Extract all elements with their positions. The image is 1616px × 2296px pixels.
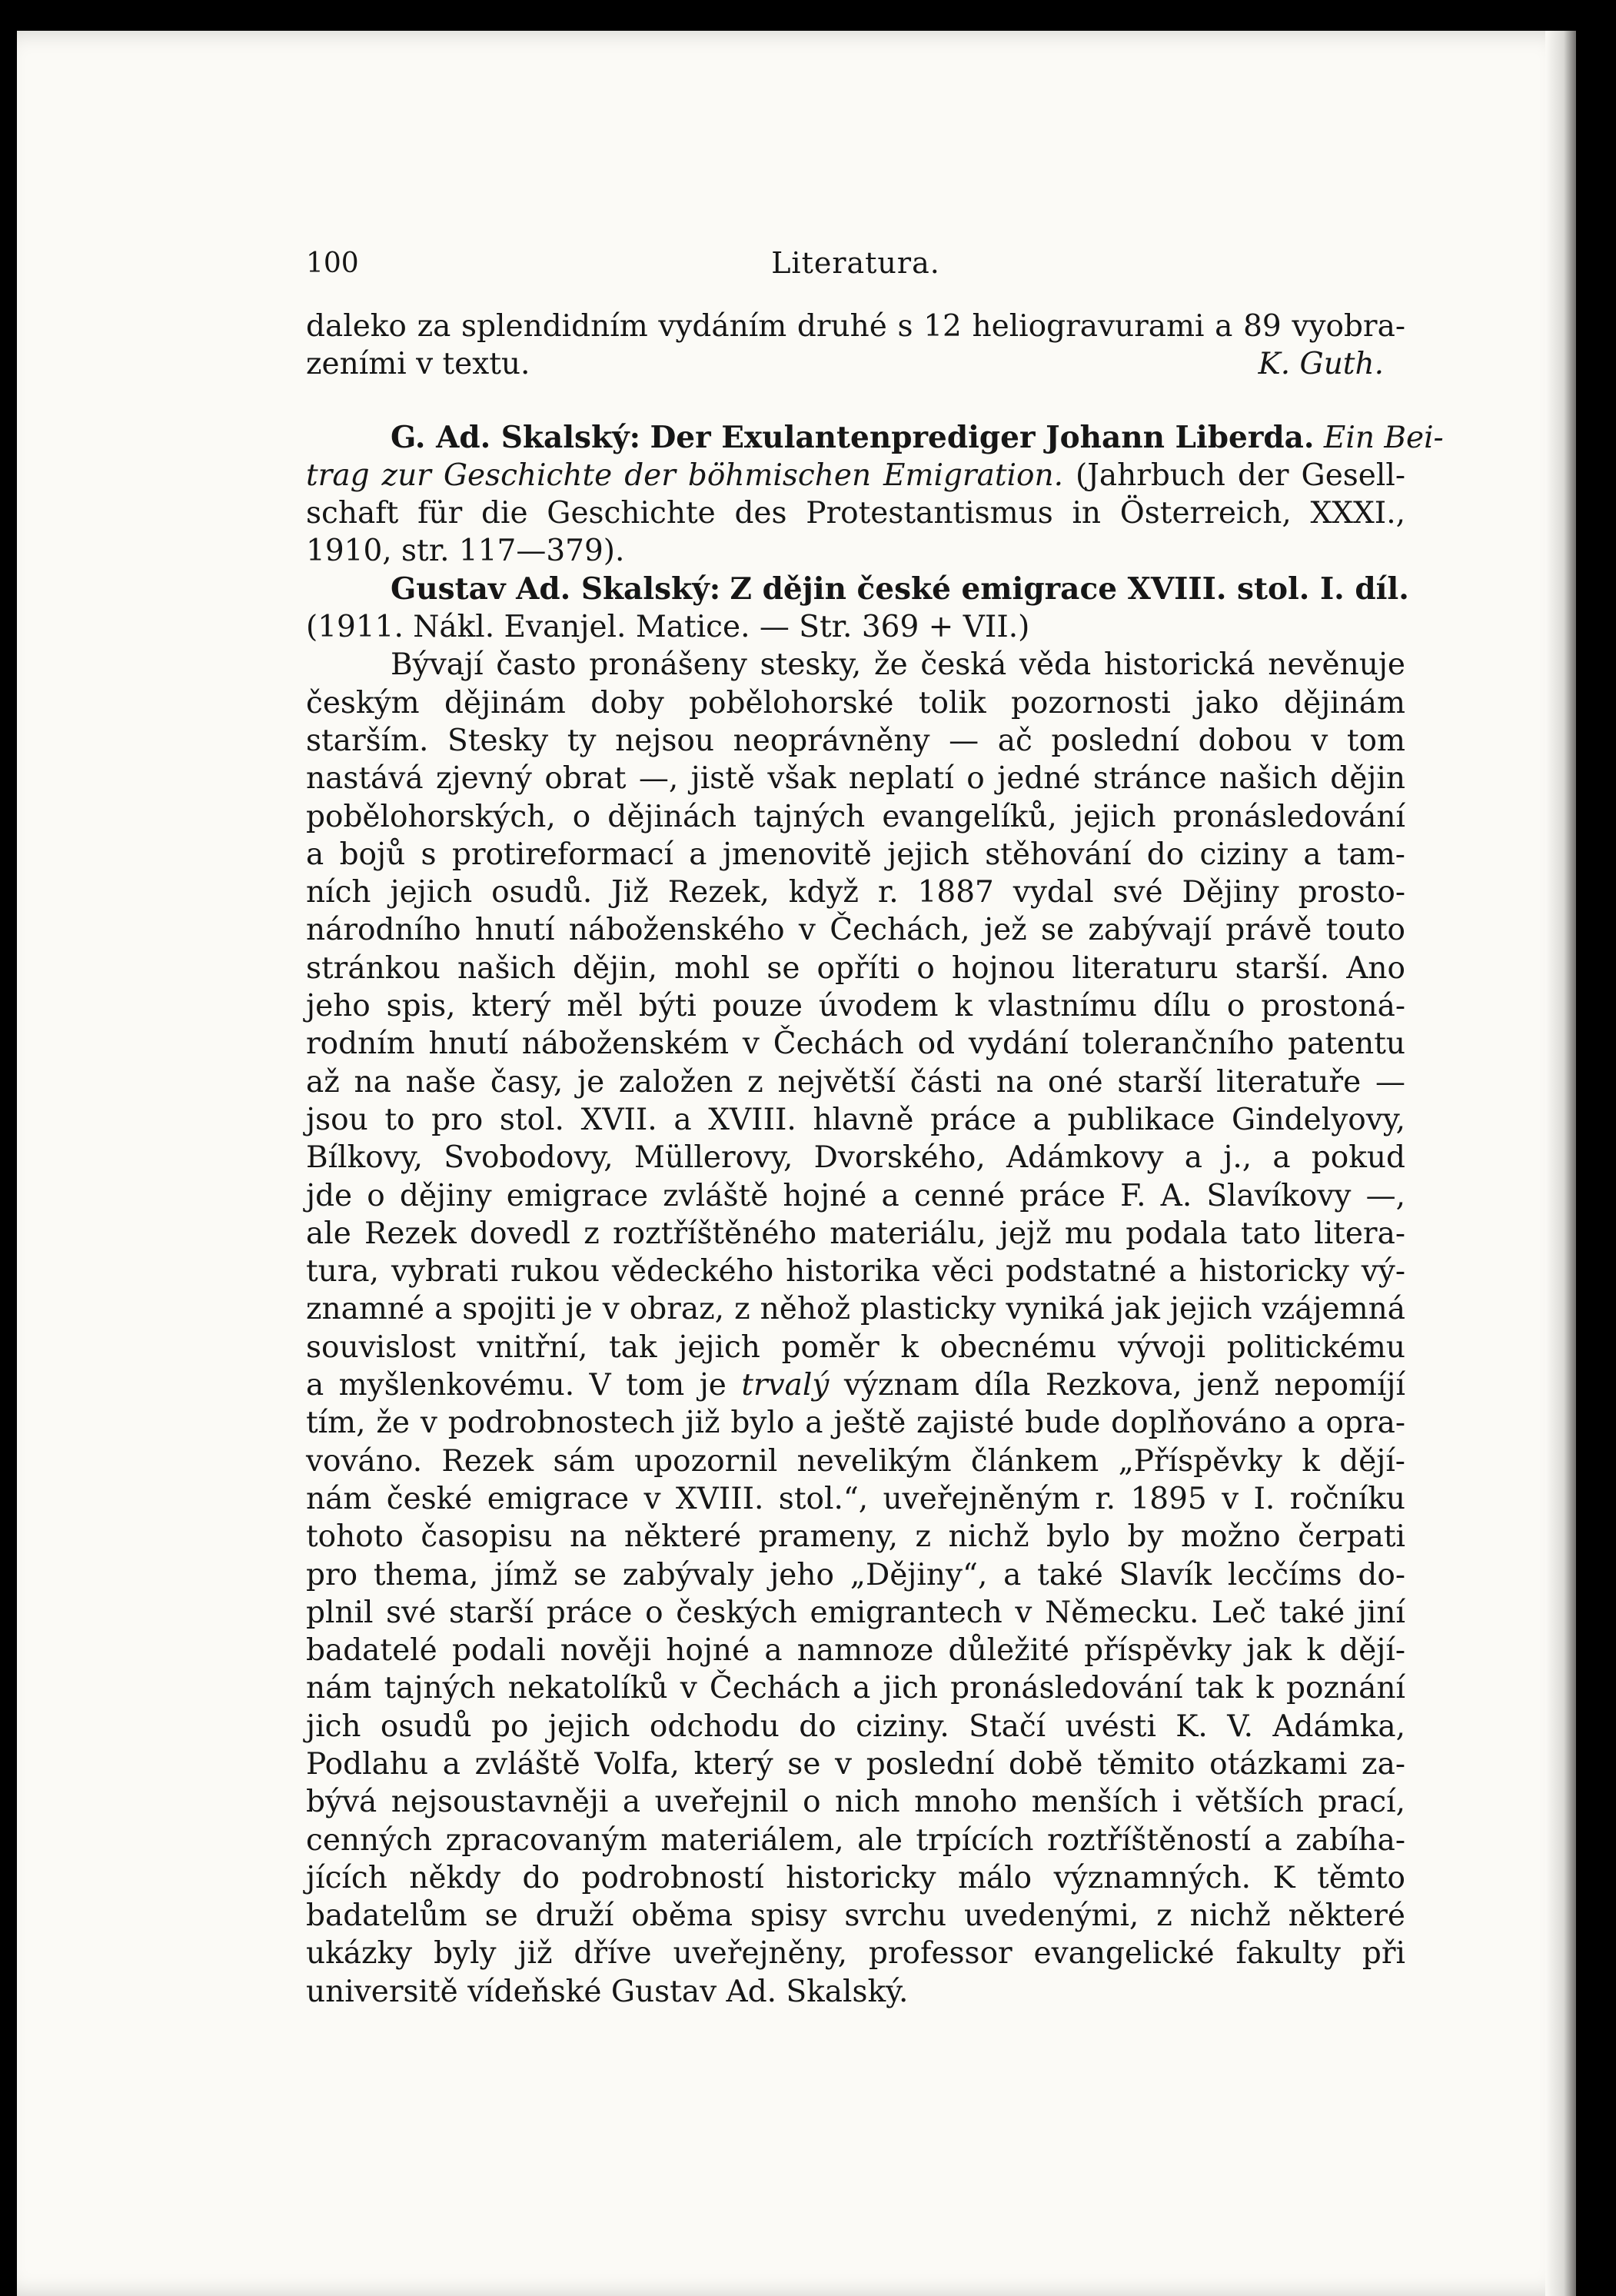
text-line: nastává zjevný obrat —, jistě však neplatí o jedné stránce našich dějin (306, 761, 1405, 797)
review-body (306, 646, 1405, 2011)
text-line: souvislost vnitřní, tak jejich poměr k obecnému vývoji politickému (306, 1329, 1405, 1365)
text-line: ních jejich osudů. Již Rezek, když r. 1887 vydal své Dějiny prosto- (306, 875, 1405, 910)
text-line: starším. Stesky ty nejsou neoprávněny — ač poslední dobou v tom (306, 723, 1405, 758)
text-line: pobělohorských, o dějinách tajných evangelíků, jejich pronásledování (306, 799, 1405, 834)
entry-title: Der Exulantenprediger Johann Liberda. (650, 419, 1315, 455)
text-line: ukázky byly již dříve uveřejněny, professor evangelické fakulty při (306, 1936, 1405, 1972)
text-line: plnil své starší práce o českých emigrantech v Německu. Leč také jiní (306, 1595, 1405, 1630)
entry-author: G. Ad. Skalský: (391, 419, 641, 455)
page-text (306, 245, 1444, 2011)
entry-author: Gustav Ad. Skalský: (391, 571, 721, 607)
text-line: jících někdy do podrobností historicky málo významných. K těmto (306, 1860, 1405, 1895)
text-line (306, 345, 1405, 383)
text-line (306, 419, 1444, 457)
text-line: tura, vybrati rukou vědeckého historika věci podstatné a historicky vý- (306, 1254, 1405, 1289)
text-line: cenných zpracovaným materiálem, ale trpících roztříštěností a zabíha- (306, 1822, 1405, 1858)
page-gutter-shadow (1545, 31, 1576, 2296)
text-line (306, 1366, 1405, 1404)
text-line: nám české emigrace v XVIII. stol.“, uveřejněným r. 1895 v I. ročníku (306, 1481, 1405, 1516)
text-line: a bojů s protireformací a jmenovitě jejich stěhování do ciziny a tam- (306, 837, 1405, 872)
emphasis: trvalý (741, 1368, 830, 1403)
text-line: znamné a spojiti je v obraz, z něhož plasticky vyniká jak jejich vzájemná (306, 1292, 1405, 1327)
text-line: (1911. Nákl. Evanjel. Matice. — Str. 369 + VII.) (306, 610, 1030, 645)
entry-subtitle: Ein Bei- (1323, 420, 1444, 455)
text-fragment: a myšlenkovému. V tom je (306, 1368, 742, 1403)
text-line: pro thema, jímž se zabývaly jeho „Dějiny“, a také Slavík lecčíms do- (306, 1557, 1405, 1592)
bibliographic-entry-1 (306, 419, 1444, 571)
text-fragment: zeními v textu. (306, 347, 530, 382)
text-line: českým dějinám doby pobělohorské tolik pozornosti jako dějinám (306, 685, 1405, 720)
text-line: nám tajných nekatolíků v Čechách a jich pronásledování tak k poznání (306, 1671, 1405, 1706)
entry-title: Z dějin české emigrace XVIII. stol. I. díl. (730, 571, 1409, 607)
text-line: ale Rezek dovedl z roztříštěného materiálu, jejž mu podala tato litera- (306, 1216, 1405, 1251)
text-line: rodním hnutí náboženském v Čechách od vydání tolerančního patentu (306, 1027, 1405, 1062)
text-line: 1910, str. 117—379). (306, 534, 625, 569)
text-line: jeho spis, který měl býti pouze úvodem k vlastnímu dílu o prostoná- (306, 989, 1405, 1024)
intro-paragraph (306, 308, 1405, 384)
running-title: Literatura. (771, 246, 940, 280)
text-line: tohoto časopisu na některé prameny, z nichž bylo by možno čerpati (306, 1519, 1405, 1555)
text-line: badatelé podali nověji hojné a namnoze důležité příspěvky jak k dějí- (306, 1633, 1405, 1669)
text-line: Podlahu a zvláště Volfa, který se v poslední době těmito otázkami za- (306, 1746, 1405, 1782)
text-line: daleko za splendidním vydáním druhé s 12 heliogravurami a 89 vyobra- (306, 309, 1405, 344)
text-line: stránkou našich dějin, mohl se opříti o hojnou literaturu starší. Ano (306, 950, 1405, 986)
text-line: schaft für die Geschichte des Protestantismus in Österreich, XXXI., (306, 496, 1405, 531)
text-line: Bílkovy, Svobodovy, Müllerovy, Dvorského, Adámkovy a j., a pokud (306, 1140, 1405, 1176)
text-line: vováno. Rezek sám upozornil nevelikým článkem „Příspěvky k dějí- (306, 1443, 1405, 1479)
text-line: Bývají často pronášeny stesky, že česká věda historická nevěnuje (391, 647, 1405, 683)
text-line: bývá nejsoustavněji a uveřejnil o nich mnoho menších i větších prací, (306, 1785, 1405, 1820)
text-line: badatelům se druží oběma spisy svrchu uvedenými, z nichž některé (306, 1898, 1405, 1934)
running-head (306, 245, 1405, 291)
bibliographic-entry-2 (306, 571, 1409, 647)
text-fragment: (Jahrbuch der Gesell- (1075, 458, 1406, 493)
text-line (306, 457, 1405, 494)
entry-subtitle: trag zur Geschichte der böhmischen Emigration. (306, 458, 1063, 493)
text-line: jsou to pro stol. XVII. a XVIII. hlavně práce a publikace Gindelyovy, (306, 1102, 1405, 1137)
text-line: jich osudů po jejich odchodu do ciziny. Stačí uvésti K. V. Adámka, (306, 1709, 1405, 1744)
reviewer-signature: K. Guth. (1258, 347, 1384, 382)
text-fragment: význam díla Rezkova, jenž nepomíjí (829, 1368, 1405, 1403)
text-line: jde o dějiny emigrace zvláště hojné a cenné práce F. A. Slavíkovy —, (306, 1178, 1405, 1213)
text-line (306, 571, 1409, 608)
text-line: až na naše časy, je založen z největší části na oné starší literatuře — (306, 1064, 1405, 1100)
text-line: tím, že v podrobnostech již bylo a ještě zajisté bude doplňováno a opra- (306, 1406, 1405, 1441)
text-line: universitě vídeňské Gustav Ad. Skalský. (306, 1974, 909, 2009)
text-line: národního hnutí náboženského v Čechách, jež se zabývají právě touto (306, 913, 1405, 948)
page-number: 100 (306, 248, 359, 279)
